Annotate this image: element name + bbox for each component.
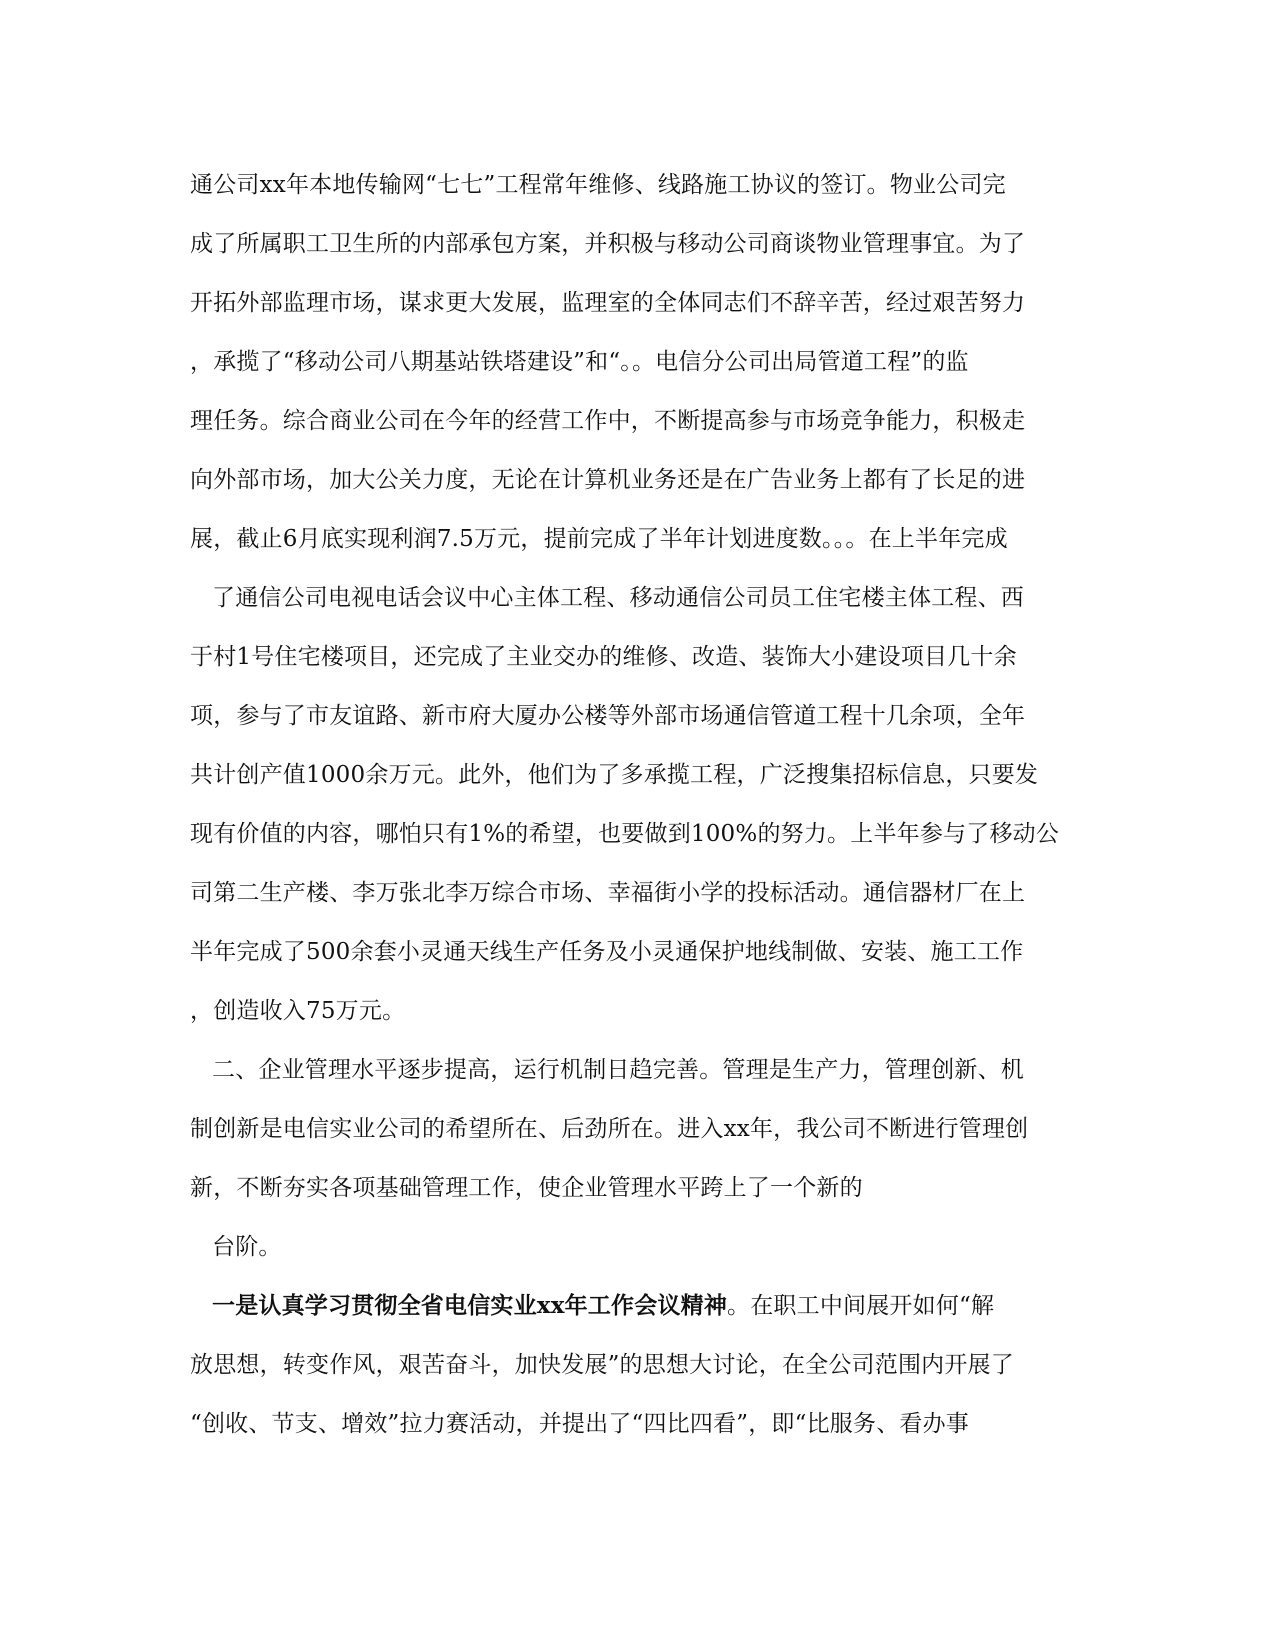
body-line-20 [212, 1289, 1112, 1323]
body-line-18: 新，不断夯实各项基础管理工作，使企业管理水平跨上了一个新的 [190, 1175, 863, 1201]
body-line-1: 通公司xx年本地传输网“七七”工程常年维修、线路施工协议的签订。物业公司完 [190, 172, 1006, 198]
body-line-5: 理任务。综合商业公司在今年的经营工作中，不断提高参与市场竞争能力，积极走 [190, 408, 1026, 434]
body-line-2: 成了所属职工卫生所的内部承包方案，并积极与移动公司商谈物业管理事宜。为了 [190, 231, 1026, 257]
body-line-15: ，创造收入75万元。 [190, 998, 406, 1024]
body-line-11: 共计创产值1000余万元。此外，他们为了多承揽工程，广泛搜集招标信息，只要发 [190, 762, 1039, 788]
body-line-8: 了通信公司电视电话会议中心主体工程、移动通信公司员工住宅楼主体工程、西 [212, 585, 1024, 611]
body-line-7: 展，截止6月底实现利润7.5万元，提前完成了半年计划进度数。。。在上半年完成 [190, 526, 1008, 552]
body-line-17: 制创新是电信实业公司的希望所在、后劲所在。进入xx年，我公司不断进行管理创 [190, 1116, 1029, 1142]
body-line-10: 项，参与了市友谊路、新市府大厦办公楼等外部市场通信管道工程十几余项，全年 [190, 703, 1026, 729]
bold-lead-text: 一是认真学习贯彻全省电信实业xx年工作会议精神 [212, 1292, 728, 1319]
body-line-9: 于村1号住宅楼项目，还完成了主业交办的维修、改造、装饰大小建设项目几十余 [190, 644, 1017, 670]
body-line-14: 半年完成了500余套小灵通天线生产任务及小灵通保护地线制做、安装、施工工作 [190, 939, 1024, 965]
body-line-19: 台阶。 [212, 1234, 282, 1260]
body-line-13: 司第二生产楼、李万张北李万综合市场、幸福街小学的投标活动。通信器材厂在上 [190, 880, 1026, 906]
body-line-21: 放思想，转变作风，艰苦奋斗，加快发展”的思想大讨论，在全公司范围内开展了 [190, 1352, 1014, 1378]
section-heading-line: 二、企业管理水平逐步提高，运行机制日趋完善。管理是生产力，管理创新、机 [212, 1057, 1024, 1083]
body-line-22: “创收、节支、增效”拉力赛活动，并提出了“四比四看”，即“比服务、看办事 [190, 1411, 969, 1437]
bold-line-tail: 。在职工中间展开如何“解 [727, 1293, 995, 1319]
body-line-4: ，承揽了“移动公司八期基站铁塔建设”和“。。电信分公司出局管道工程”的监 [190, 349, 969, 375]
body-line-3: 开拓外部监理市场，谋求更大发展，监理室的全体同志们不辞辛苦，经过艰苦努力 [190, 290, 1026, 316]
body-line-12: 现有价值的内容，哪怕只有1%的希望，也要做到100%的努力。上半年参与了移动公 [190, 821, 1060, 847]
body-line-6: 向外部市场，加大公关力度，无论在计算机业务还是在广告业务上都有了长足的进 [190, 467, 1026, 493]
